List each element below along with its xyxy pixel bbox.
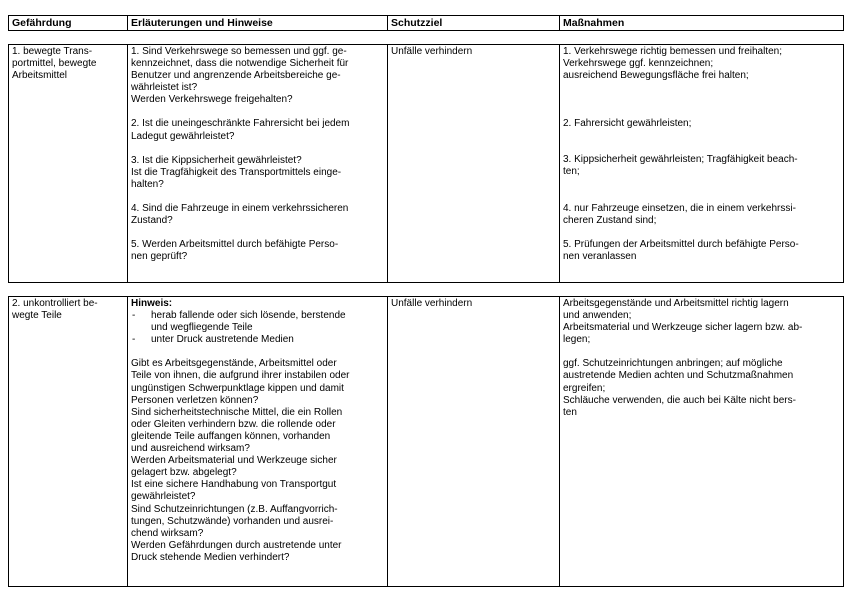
bullet-dash: - bbox=[132, 310, 136, 322]
measure-2: 2. Fahrersicht gewährleisten; bbox=[563, 118, 692, 130]
measure-2: ggf. Schutzeinrichtungen anbringen; auf mögliche austretende Medien achten und Schutzmaßnahmen ergreifen; Schläuche verwenden, die auch bei Kälte nicht bers- ten bbox=[563, 358, 796, 418]
header-gefaehrdung: Gefährdung bbox=[9, 16, 128, 30]
questions-text: Gibt es Arbeitsgegenstände, Arbeitsmittel oder Teile von ihnen, die aufgrund ihrer instabilen oder ungünstigen Schwerpunktlage kippen und damit Personen verletzen können? Sind sicherheitstechnische Mittel, die ein Rollen oder Gleiten verhindern bzw. die rollende oder gleitende Teile auffangen können, vorhanden und ausreichend wirksam? Werden Arbeitsmaterial und Werkzeuge sicher gelagert bzw. abgelegt? Ist eine sichere Handhabung von Transportgut gewährleistet? Sind Schutzeinrichtungen (z.B. Auffangvorrich- tungen, Schutzwände) vorhanden und ausrei- chend wirksam? Werden Gefährdungen durch austretende unter Druck stehende Medien verhindert? bbox=[131, 358, 350, 563]
erlaeuterungen-cell bbox=[128, 297, 388, 586]
table-header-row bbox=[8, 15, 844, 31]
table-row bbox=[8, 296, 844, 587]
header-erlaeuterungen: Erläuterungen und Hinweise bbox=[128, 16, 388, 30]
measure-4: 4. nur Fahrzeuge einsetzen, die in einem verkehrssi- cheren Zustand sind; bbox=[563, 202, 796, 226]
hinweis-label: Hinweis: bbox=[131, 298, 173, 309]
measure-1: Arbeitsgegenstände und Arbeitsmittel richtig lagern und anwenden; Arbeitsmaterial und Werkzeuge sicher lagern bzw. ab- legen; bbox=[563, 298, 803, 346]
list-item bbox=[131, 334, 383, 346]
gefaehrdung-cell: 1. bewegte Trans- portmittel, bewegte Arbeitsmittel bbox=[9, 45, 128, 282]
question-3: 3. Ist die Kippsicherheit gewährleistet? Ist die Tragfähigkeit des Transportmittels einge- halten? bbox=[131, 154, 342, 190]
header-massnahmen: Maßnahmen bbox=[563, 17, 625, 29]
question-1: 1. Sind Verkehrswege so bemessen und ggf. ge- kennzeichnet, dass die notwendige Sicherheit für Benutzer und angrenzende Arbeitsbereiche ge- währleistet ist? Werden Verkehrswege freigehalten? bbox=[131, 46, 349, 106]
question-4: 4. Sind die Fahrzeuge in einem verkehrssicheren Zustand? bbox=[131, 202, 349, 227]
gefaehrdung-cell: 2. unkontrolliert be- wegte Teile bbox=[9, 297, 128, 586]
table-row bbox=[8, 44, 844, 283]
measure-3: 3. Kippsicherheit gewährleisten; Tragfähigkeit beach- ten; bbox=[563, 154, 798, 178]
bullet-text: herab fallende oder sich lösende, berstende und wegfliegende Teile bbox=[151, 310, 346, 334]
schutzziel-cell: Unfälle verhindern bbox=[388, 45, 560, 282]
list-item bbox=[131, 310, 383, 334]
bullet-dash: - bbox=[132, 334, 136, 346]
schutzziel-cell: Unfälle verhindern bbox=[388, 297, 560, 586]
erlaeuterungen-cell bbox=[128, 45, 388, 282]
massnahmen-cell bbox=[560, 297, 843, 586]
question-2: 2. Ist die uneingeschränkte Fahrersicht bei jedem Ladegut gewährleistet? bbox=[131, 118, 350, 142]
massnahmen-cell bbox=[560, 45, 843, 282]
bullet-text: unter Druck austretende Medien bbox=[151, 334, 294, 346]
question-5: 5. Werden Arbeitsmittel durch befähigte Perso- nen geprüft? bbox=[131, 239, 339, 263]
measure-1: 1. Verkehrswege richtig bemessen und freihalten; Verkehrswege ggf. kennzeichnen; ausreichend Bewegungsfläche frei halten; bbox=[563, 46, 783, 82]
measure-5: 5. Prüfungen der Arbeitsmittel durch befähigte Perso- nen veranlassen bbox=[563, 238, 799, 262]
header-schutzziel: Schutzziel bbox=[388, 16, 560, 30]
